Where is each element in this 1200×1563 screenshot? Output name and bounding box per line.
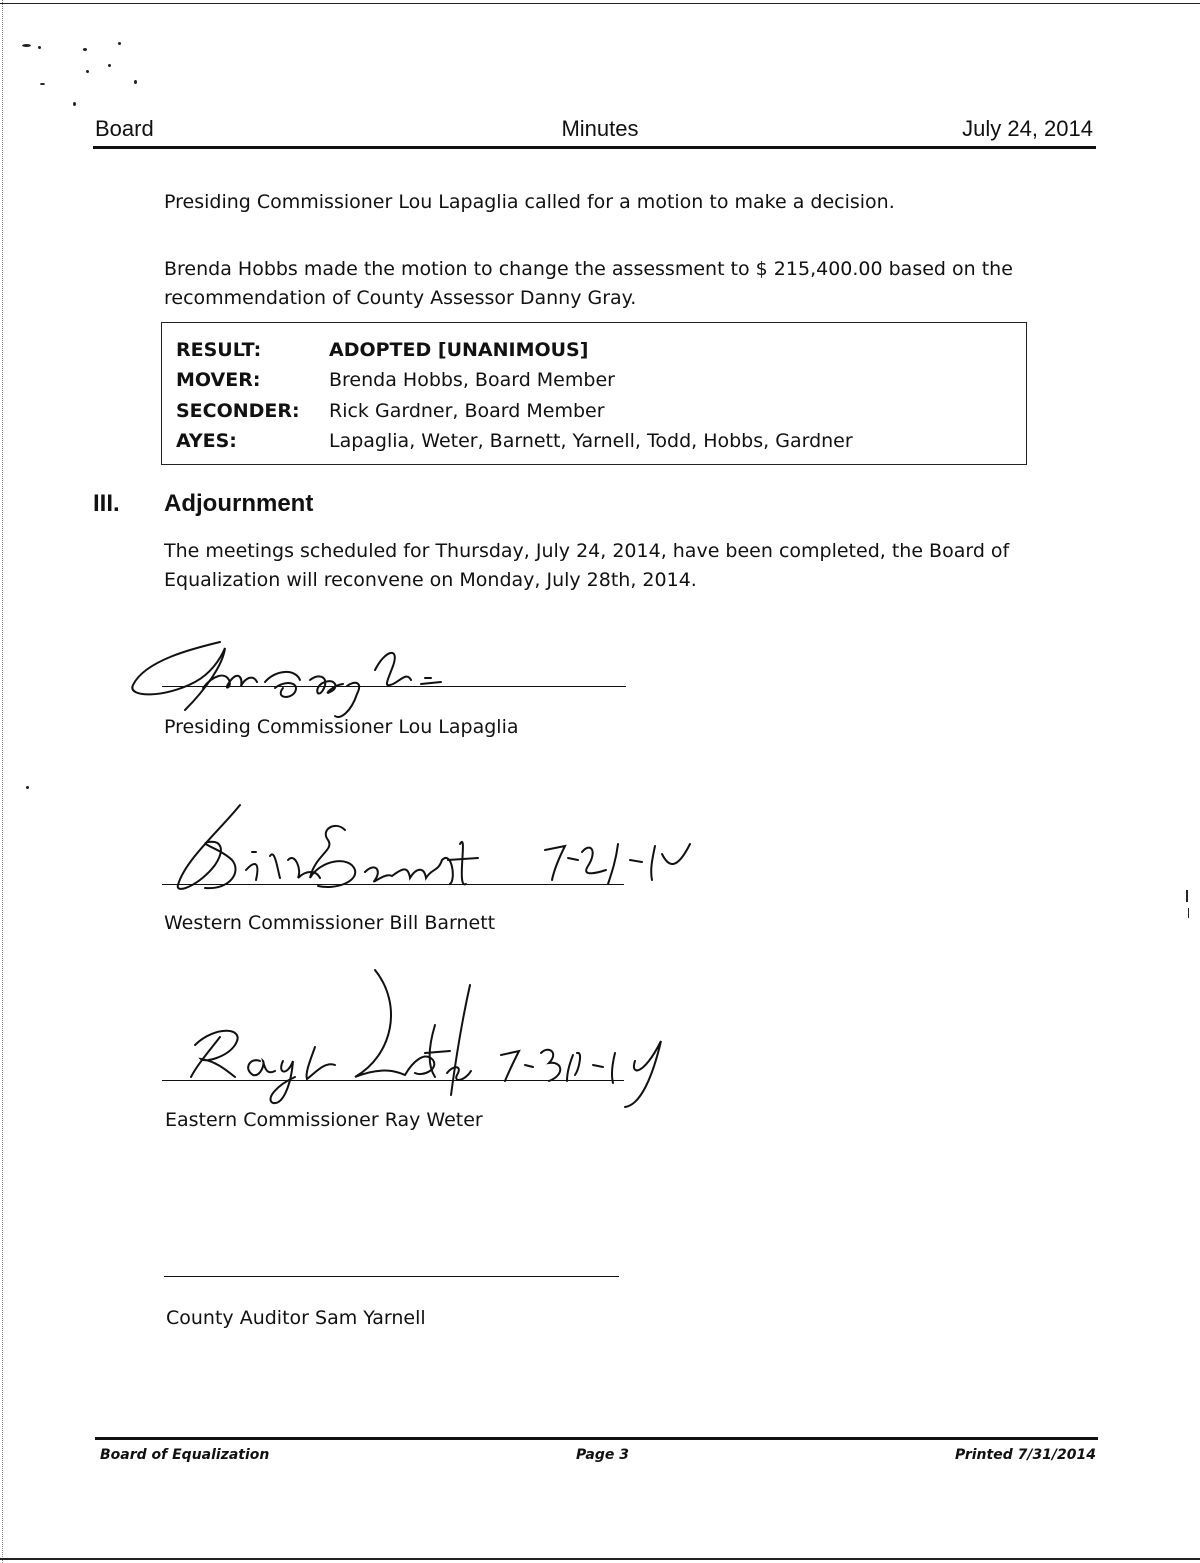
header-center: Minutes — [561, 116, 639, 141]
section-number: III. — [93, 490, 120, 517]
vote-label: SECONDER: — [176, 400, 300, 422]
header-rule — [93, 146, 1096, 149]
scan-top-edge — [0, 3, 1200, 4]
signature-caption: Western Commissioner Bill Barnett — [164, 912, 496, 934]
vote-result-box — [161, 322, 1027, 465]
scan-bottom-edge — [0, 1558, 1200, 1560]
signature-lapaglia — [125, 630, 465, 720]
section-title: Adjournment — [164, 490, 314, 517]
signature-line — [162, 686, 626, 687]
vote-label: AYES: — [176, 430, 237, 452]
scan-left-edge — [2, 0, 3, 1563]
vote-value: Lapaglia, Weter, Barnett, Yarnell, Todd, Hobbs, Gardner — [329, 430, 853, 452]
signature-caption: Eastern Commissioner Ray Weter — [165, 1109, 483, 1131]
motion-call-paragraph: Presiding Commissioner Lou Lapaglia called for a motion to make a decision. — [164, 191, 895, 213]
footer-left: Board of Equalization — [100, 1447, 270, 1463]
signature-line — [162, 884, 624, 885]
vote-label: RESULT: — [176, 339, 262, 361]
motion-paragraph: Brenda Hobbs made the motion to change the assessment to $ 215,400.00 based on the recommendation of County Assessor Danny Gray. — [164, 258, 1013, 309]
signature-weter — [165, 965, 675, 1115]
header-left: Board — [95, 116, 154, 141]
signature-line — [162, 1080, 624, 1081]
vote-value: ADOPTED [UNANIMOUS] — [329, 339, 589, 361]
header-date: July 24, 2014 — [962, 116, 1093, 141]
signature-caption: Presiding Commissioner Lou Lapaglia — [164, 716, 519, 738]
footer-printed-date: Printed 7/31/2014 — [955, 1447, 1096, 1463]
vote-value: Brenda Hobbs, Board Member — [329, 369, 615, 391]
vote-label: MOVER: — [176, 369, 261, 391]
page-number: Page 3 — [576, 1447, 629, 1463]
footer-rule — [95, 1437, 1098, 1440]
adjournment-paragraph: The meetings scheduled for Thursday, July 24, 2014, have been completed, the Board of Equalization will reconvene on Monday, July 28th, 2014. — [164, 540, 1010, 591]
vote-value: Rick Gardner, Board Member — [329, 400, 605, 422]
signature-line — [164, 1276, 619, 1277]
signature-caption: County Auditor Sam Yarnell — [166, 1307, 426, 1329]
signature-barnett — [160, 800, 700, 900]
